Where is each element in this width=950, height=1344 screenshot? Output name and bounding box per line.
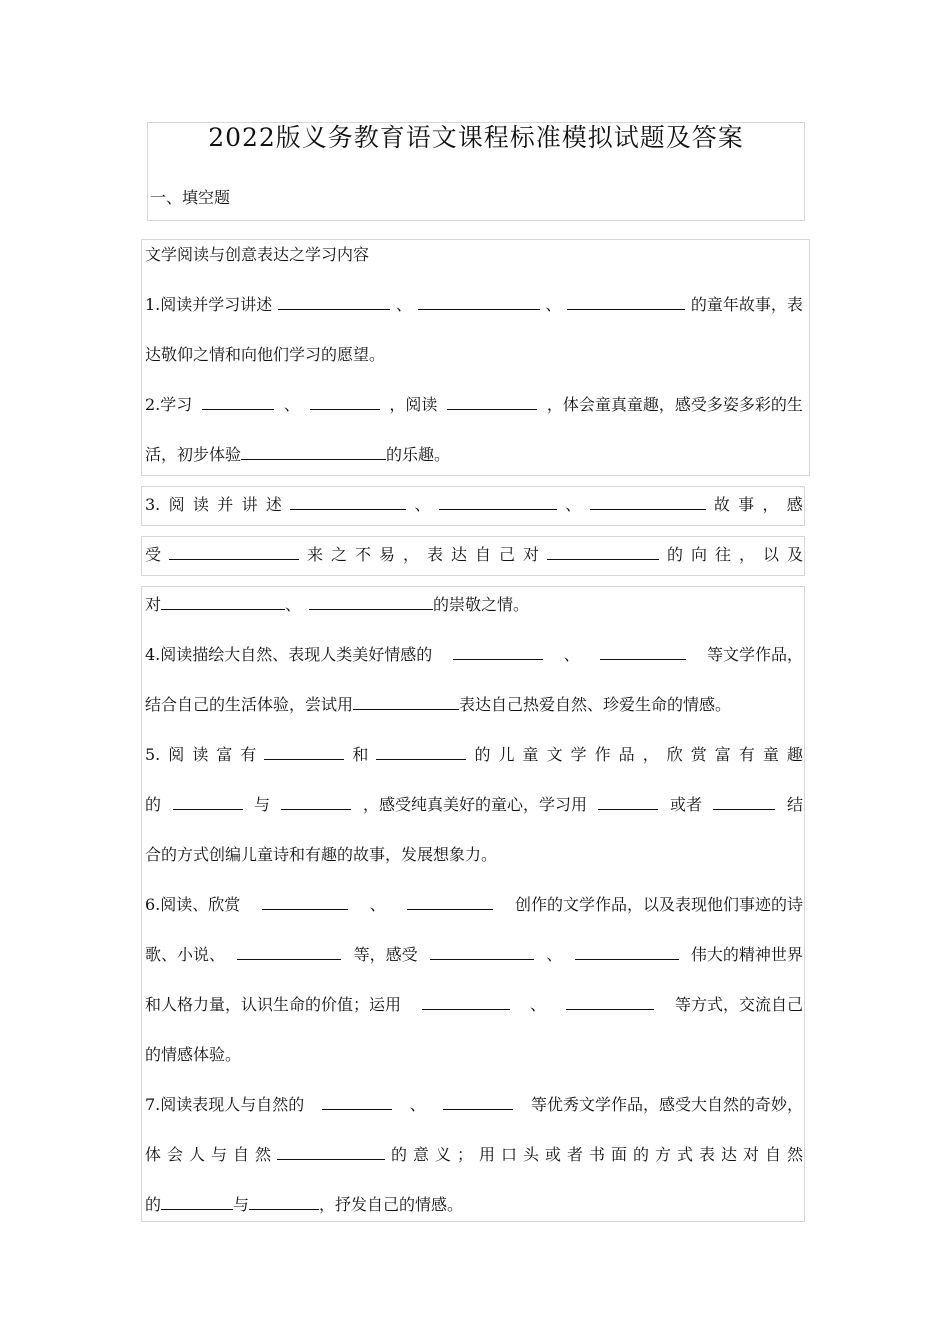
question-2-line-2: 活，初步体验 的乐趣。 xyxy=(145,445,451,464)
answer-blank[interactable] xyxy=(353,693,459,710)
answer-blank[interactable] xyxy=(249,1193,319,1210)
answer-blank[interactable] xyxy=(169,543,299,560)
answer-blank[interactable] xyxy=(310,393,380,410)
question-6-line-2: 歌、小说、 等，感受 、 伟大的精神世界 xyxy=(145,945,803,964)
subheading: 文学阅读与创意表达之学习内容 xyxy=(145,245,370,264)
question-6-line-3: 和人格力量，认识生命的价值；运用 、 等方式，交流自己 xyxy=(145,995,803,1014)
question-5-line-2: 的 与 ，感受纯真美好的童心，学习用 或者 结 xyxy=(145,795,803,814)
question-5-line-1: 5. 阅 读 富 有 和 的 儿 童 文 学 作 品 ， 欣 赏 富 有 童 趣 xyxy=(145,745,803,764)
answer-blank[interactable] xyxy=(567,293,685,310)
answer-blank[interactable] xyxy=(264,743,344,760)
page-title: 2022版义务教育语文课程标准模拟试题及答案 xyxy=(208,123,744,152)
question-1-line-1: 1.阅读并学习讲述 、 、 的童年故事，表 xyxy=(145,295,803,314)
answer-blank[interactable] xyxy=(590,493,706,510)
answer-blank[interactable] xyxy=(713,793,775,810)
answer-blank[interactable] xyxy=(447,393,537,410)
section-heading: 一、填空题 xyxy=(150,188,231,207)
answer-blank[interactable] xyxy=(277,1143,385,1160)
question-1-line-2: 达敬仰之情和向他们学习的愿望。 xyxy=(145,345,386,364)
answer-blank[interactable] xyxy=(241,443,386,460)
answer-blank[interactable] xyxy=(237,943,341,960)
answer-blank[interactable] xyxy=(290,493,406,510)
question-6-line-1: 6.阅读、欣赏 、 创作的文学作品，以及表现他们事迹的诗 xyxy=(145,895,803,914)
answer-blank[interactable] xyxy=(309,593,433,610)
question-5-line-3: 合的方式创编儿童诗和有趣的故事，发展想象力。 xyxy=(145,845,498,864)
answer-blank[interactable] xyxy=(443,1093,513,1110)
answer-blank[interactable] xyxy=(262,893,348,910)
question-2-line-1: 2.学习 、 ，阅读 ，体会童真童趣，感受多姿多彩的生 xyxy=(145,395,803,414)
answer-blank[interactable] xyxy=(422,993,510,1010)
answer-blank[interactable] xyxy=(430,943,534,960)
answer-blank[interactable] xyxy=(547,543,659,560)
question-6-line-4: 的情感体验。 xyxy=(145,1045,242,1064)
question-7-line-1: 7.阅读表现人与自然的 、 等优秀文学作品，感受大自然的奇妙， xyxy=(145,1095,803,1114)
answer-blank[interactable] xyxy=(407,893,493,910)
question-7-line-3: 的 与 ，抒发自己的情感。 xyxy=(145,1195,464,1214)
question-7-line-2: 体 会 人 与 自 然 的 意 义 ； 用 口 头 或 者 书 面 的 方 式 表 达 对 自 然 xyxy=(145,1145,803,1164)
question-3-line-1: 3. 阅 读 并 讲 述 、 、 故 事 ， 感 xyxy=(145,495,803,514)
answer-blank[interactable] xyxy=(439,493,557,510)
answer-blank[interactable] xyxy=(575,943,679,960)
answer-blank[interactable] xyxy=(202,393,274,410)
answer-blank[interactable] xyxy=(278,293,390,310)
answer-blank[interactable] xyxy=(322,1093,392,1110)
answer-blank[interactable] xyxy=(376,743,466,760)
answer-blank[interactable] xyxy=(173,793,243,810)
question-4-line-1: 4.阅读描绘大自然、表现人类美好情感的 、 等文学作品， xyxy=(145,645,803,664)
answer-blank[interactable] xyxy=(598,793,658,810)
answer-blank[interactable] xyxy=(161,1193,233,1210)
question-4-line-2: 结合自己的生活体验，尝试用 表达自己热爱自然、珍爱生命的情感。 xyxy=(145,695,732,714)
answer-blank[interactable] xyxy=(161,593,285,610)
question-3-line-2: 受 来 之 不 易 ， 表 达 自 己 对 的 向 往 ， 以 及 xyxy=(145,545,803,564)
question-3-line-3: 对 、 的崇敬之情。 xyxy=(145,595,530,614)
answer-blank[interactable] xyxy=(566,993,654,1010)
answer-blank[interactable] xyxy=(281,793,351,810)
answer-blank[interactable] xyxy=(453,643,543,660)
answer-blank[interactable] xyxy=(600,643,686,660)
answer-blank[interactable] xyxy=(418,293,540,310)
